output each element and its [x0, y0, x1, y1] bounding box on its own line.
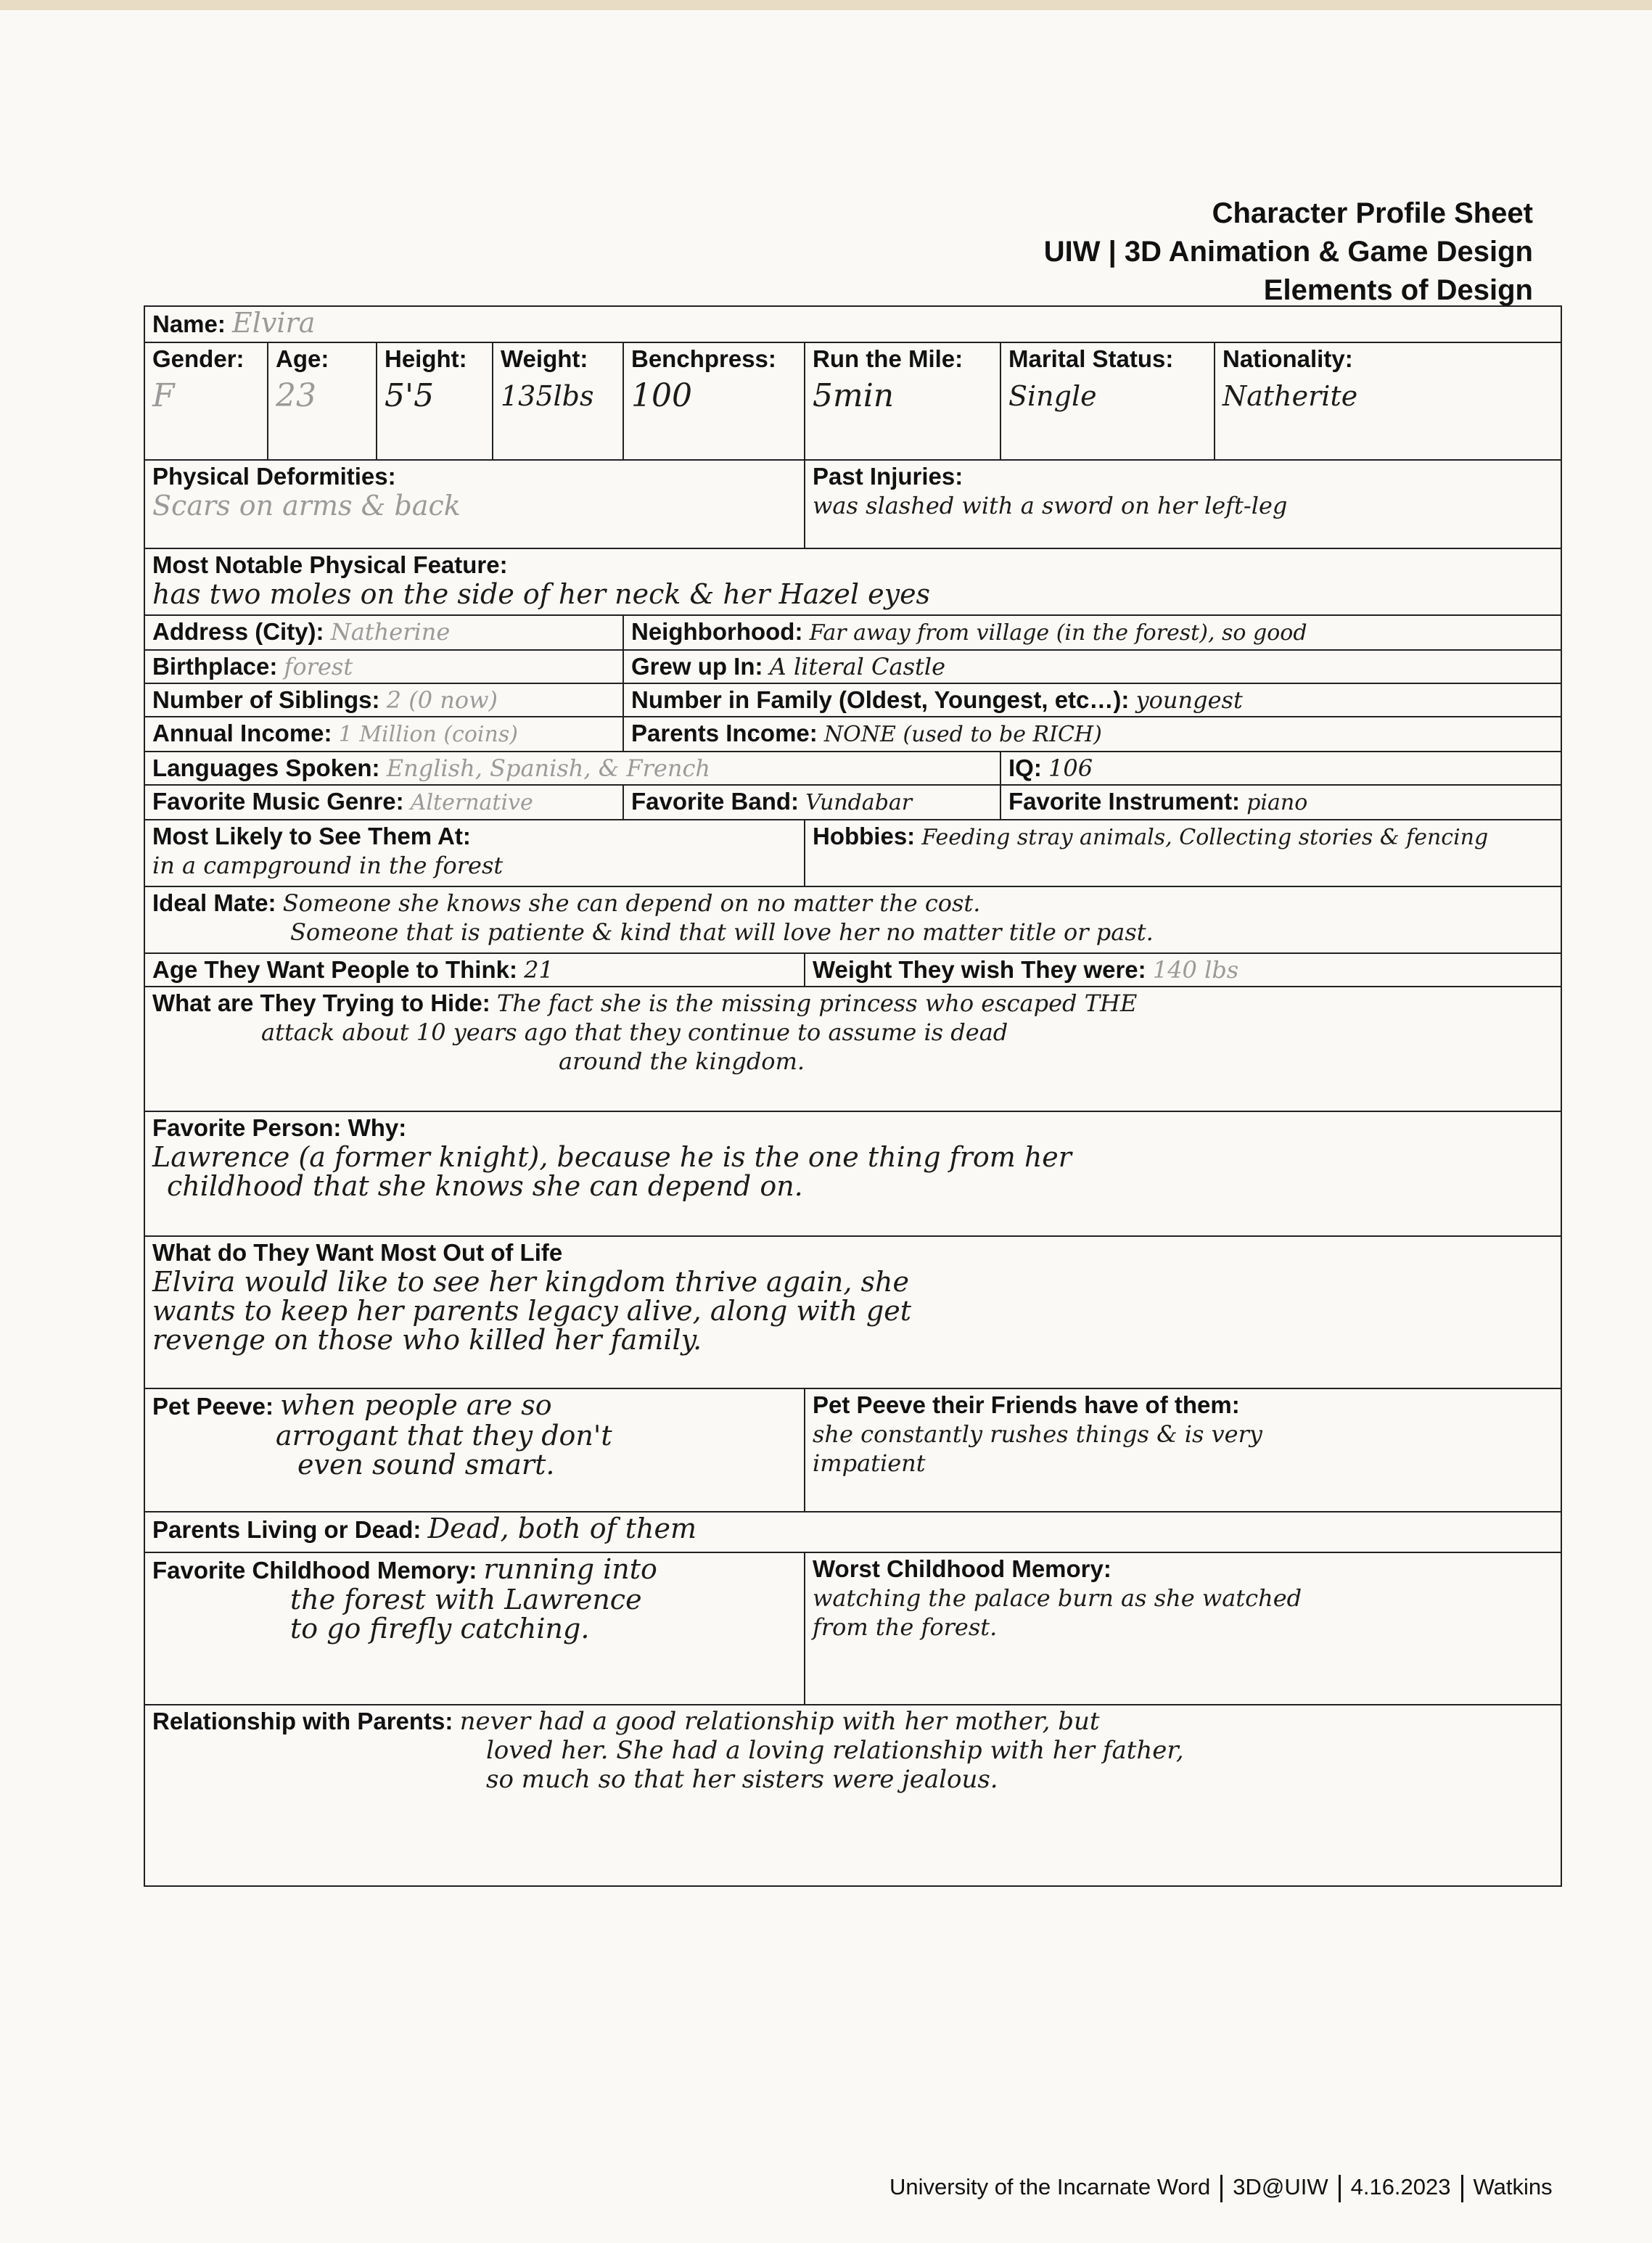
languages-value: English, Spanish, & French: [386, 754, 710, 782]
ideal-mate-label: Ideal Mate:: [152, 889, 276, 916]
parents-income-label: Parents Income:: [631, 720, 818, 746]
likely-seen-cell[interactable]: [144, 820, 805, 886]
sheet-course: UIW | 3D Animation & Game Design: [1043, 236, 1533, 268]
friends-peeve-cell[interactable]: [805, 1388, 1561, 1512]
parents-status-value: Dead, both of them: [427, 1513, 697, 1544]
marital-cell[interactable]: [1000, 342, 1215, 460]
gender-label: Gender:: [152, 345, 244, 372]
injuries-cell[interactable]: [805, 460, 1561, 548]
parents-status-label: Parents Living or Dead:: [152, 1516, 422, 1543]
run-mile-value: 5min: [813, 377, 895, 414]
injuries-value: was slashed with a sword on her left-leg: [813, 492, 1288, 519]
run-mile-cell[interactable]: [805, 342, 1000, 460]
page-edge: [0, 0, 1652, 10]
neighborhood-value: Far away from village (in the forest), so good: [809, 620, 1307, 646]
ideal-mate-line1: Someone she knows she can depend on no matter the cost.: [282, 889, 981, 917]
grew-up-cell[interactable]: [623, 650, 1561, 683]
iq-label: IQ:: [1008, 754, 1042, 781]
parents-relationship-line1: never had a good relationship with her mother, but: [459, 1707, 1100, 1736]
sheet-subtitle: Elements of Design: [1263, 274, 1533, 306]
injuries-label: Past Injuries:: [813, 463, 963, 490]
gender-value: F: [152, 377, 175, 414]
band-value: Vundabar: [805, 790, 913, 815]
fav-memory-label: Favorite Childhood Memory:: [152, 1557, 477, 1584]
likely-seen-value: in a campground in the forest: [152, 852, 504, 879]
band-cell[interactable]: [623, 785, 1000, 820]
worst-memory-line2: from the forest.: [813, 1613, 998, 1641]
parents-relationship-label: Relationship with Parents:: [152, 1708, 453, 1734]
likely-seen-label: Most Likely to See Them At:: [152, 823, 471, 849]
notable-label: Most Notable Physical Feature:: [152, 551, 508, 578]
birthplace-cell[interactable]: [144, 650, 623, 683]
nationality-cell[interactable]: [1215, 342, 1561, 460]
nationality-value: Natherite: [1222, 380, 1358, 412]
age-think-value: 21: [524, 956, 554, 984]
profile-table: [144, 305, 1562, 1887]
fav-person-line1: Lawrence (a former knight), because he is the one thing from her: [152, 1141, 1072, 1173]
run-mile-label: Run the Mile:: [813, 345, 963, 372]
instrument-cell[interactable]: [1000, 785, 1561, 820]
family-number-cell[interactable]: [623, 683, 1561, 717]
sheet-header: [1044, 194, 1533, 310]
footer-divider: [1220, 2175, 1222, 2202]
hide-label: What are They Trying to Hide:: [152, 989, 490, 1016]
neighborhood-label: Neighborhood:: [631, 618, 803, 645]
siblings-label: Number of Siblings:: [152, 686, 380, 713]
parents-relationship-cell[interactable]: [144, 1705, 1561, 1886]
footer-school: University of the Incarnate Word: [889, 2174, 1211, 2199]
address-value: Natherine: [330, 618, 451, 646]
notable-cell[interactable]: [144, 548, 1561, 615]
want-life-line1: Elvira would like to see her kingdom thrive again, she: [152, 1266, 910, 1298]
income-cell[interactable]: [144, 717, 623, 752]
hobbies-cell[interactable]: [805, 820, 1561, 886]
languages-label: Languages Spoken:: [152, 754, 380, 781]
age-value: 23: [276, 377, 316, 414]
marital-value: Single: [1008, 380, 1097, 412]
pet-peeve-label: Pet Peeve:: [152, 1393, 274, 1420]
ideal-mate-cell[interactable]: [144, 886, 1561, 953]
weight-wish-label: Weight They wish They were:: [813, 956, 1146, 983]
siblings-cell[interactable]: [144, 683, 623, 717]
age-think-cell[interactable]: [144, 953, 805, 987]
worst-memory-label: Worst Childhood Memory:: [813, 1555, 1111, 1582]
fav-memory-line3: to go firefly catching.: [290, 1613, 590, 1645]
family-number-label: Number in Family (Oldest, Youngest, etc…):: [631, 686, 1130, 713]
hobbies-label: Hobbies:: [813, 823, 916, 849]
siblings-value: 2 (0 now): [386, 686, 498, 714]
address-label: Address (City):: [152, 618, 324, 645]
worst-memory-line1: watching the palace burn as she watched: [813, 1584, 1302, 1612]
footer-date: 4.16.2023: [1350, 2174, 1451, 2199]
worst-memory-cell[interactable]: [805, 1552, 1561, 1705]
ideal-mate-line2: Someone that is patiente & kind that will love her no matter title or past.: [290, 918, 1154, 946]
benchpress-cell[interactable]: [623, 342, 805, 460]
fav-person-cell[interactable]: [144, 1111, 1561, 1236]
fav-memory-line2: the forest with Lawrence: [290, 1584, 642, 1616]
pet-peeve-cell[interactable]: [144, 1388, 805, 1512]
page-footer: [889, 2174, 1553, 2202]
fav-person-line2: childhood that she knows she can depend on.: [167, 1170, 803, 1202]
friends-peeve-line1: she constantly rushes things & is very: [813, 1420, 1262, 1448]
age-think-label: Age They Want People to Think:: [152, 956, 517, 983]
footer-program: 3D@UIW: [1233, 2174, 1328, 2199]
music-genre-cell[interactable]: [144, 785, 623, 820]
parents-status-cell[interactable]: [144, 1512, 1561, 1552]
parents-income-cell[interactable]: [623, 717, 1561, 752]
age-label: Age:: [276, 345, 329, 372]
iq-cell[interactable]: [1000, 752, 1561, 785]
weight-value: 135lbs: [501, 380, 594, 412]
weight-wish-value: 140 lbs: [1152, 956, 1239, 984]
want-life-line3: revenge on those who killed her family.: [152, 1324, 702, 1356]
want-life-label: What do They Want Most Out of Life: [152, 1239, 563, 1266]
grew-up-label: Grew up In:: [631, 653, 763, 680]
notable-value: has two moles on the side of her neck & her Hazel eyes: [152, 578, 931, 610]
hide-cell[interactable]: [144, 987, 1561, 1111]
height-cell[interactable]: [377, 342, 493, 460]
want-life-line2: wants to keep her parents legacy alive, along with get: [152, 1295, 911, 1327]
footer-divider: [1339, 2175, 1341, 2202]
footer-author: Watkins: [1473, 2174, 1553, 2199]
hide-line2: attack about 10 years ago that they continue to assume is dead: [261, 1018, 1008, 1046]
gender-cell[interactable]: [144, 342, 268, 460]
income-value: 1 Million (coins): [338, 722, 518, 747]
deformities-value: Scars on arms & back: [152, 490, 461, 522]
music-genre-value: Alternative: [410, 790, 533, 815]
address-cell[interactable]: [144, 615, 623, 650]
pet-peeve-line3: even sound smart.: [297, 1449, 555, 1481]
birthplace-label: Birthplace:: [152, 653, 278, 680]
nationality-label: Nationality:: [1222, 345, 1353, 372]
height-value: 5'5: [385, 377, 435, 414]
hide-line1: The fact she is the missing princess who escaped THE: [496, 989, 1138, 1017]
fav-memory-cell[interactable]: [144, 1552, 805, 1705]
parents-relationship-line3: so much so that her sisters were jealous.: [486, 1765, 998, 1794]
hide-line3: around the kingdom.: [559, 1048, 805, 1075]
weight-label: Weight:: [501, 345, 588, 372]
grew-up-value: A literal Castle: [769, 653, 946, 680]
name-label: Name:: [152, 310, 226, 337]
name-value: Elvira: [232, 307, 316, 339]
age-cell[interactable]: [268, 342, 377, 460]
income-label: Annual Income:: [152, 720, 332, 746]
friends-peeve-label: Pet Peeve their Friends have of them:: [813, 1391, 1240, 1418]
friends-peeve-line2: impatient: [813, 1449, 926, 1477]
profile-form: [144, 305, 1561, 1887]
family-number-value: youngest: [1135, 686, 1243, 714]
benchpress-label: Benchpress:: [631, 345, 776, 372]
parents-relationship-line2: loved her. She had a loving relationship with her father,: [486, 1736, 1184, 1765]
hobbies-value: Feeding stray animals, Collecting stories & fencing: [921, 825, 1489, 850]
weight-cell[interactable]: [493, 342, 623, 460]
footer-divider: [1461, 2175, 1463, 2202]
pet-peeve-line1: when people are so: [280, 1389, 552, 1421]
neighborhood-cell[interactable]: [623, 615, 1561, 650]
band-label: Favorite Band:: [631, 788, 800, 815]
marital-label: Marital Status:: [1008, 345, 1174, 372]
weight-wish-cell[interactable]: [805, 953, 1561, 987]
benchpress-value: 100: [631, 377, 692, 414]
fav-memory-line1: running into: [483, 1553, 657, 1585]
languages-cell[interactable]: [144, 752, 1000, 785]
height-label: Height:: [385, 345, 467, 372]
name-cell[interactable]: [144, 306, 1561, 342]
iq-value: 106: [1048, 754, 1093, 782]
fav-person-label: Favorite Person: Why:: [152, 1114, 407, 1141]
parents-income-value: NONE (used to be RICH): [823, 722, 1102, 747]
deformities-label: Physical Deformities:: [152, 463, 396, 490]
want-life-cell[interactable]: [144, 1236, 1561, 1388]
music-genre-label: Favorite Music Genre:: [152, 788, 404, 815]
sheet-title: Character Profile Sheet: [1212, 197, 1533, 229]
instrument-label: Favorite Instrument:: [1008, 788, 1241, 815]
deformities-cell[interactable]: [144, 460, 805, 548]
birthplace-value: forest: [284, 653, 353, 680]
instrument-value: piano: [1246, 790, 1308, 815]
pet-peeve-line2: arrogant that they don't: [276, 1420, 612, 1452]
